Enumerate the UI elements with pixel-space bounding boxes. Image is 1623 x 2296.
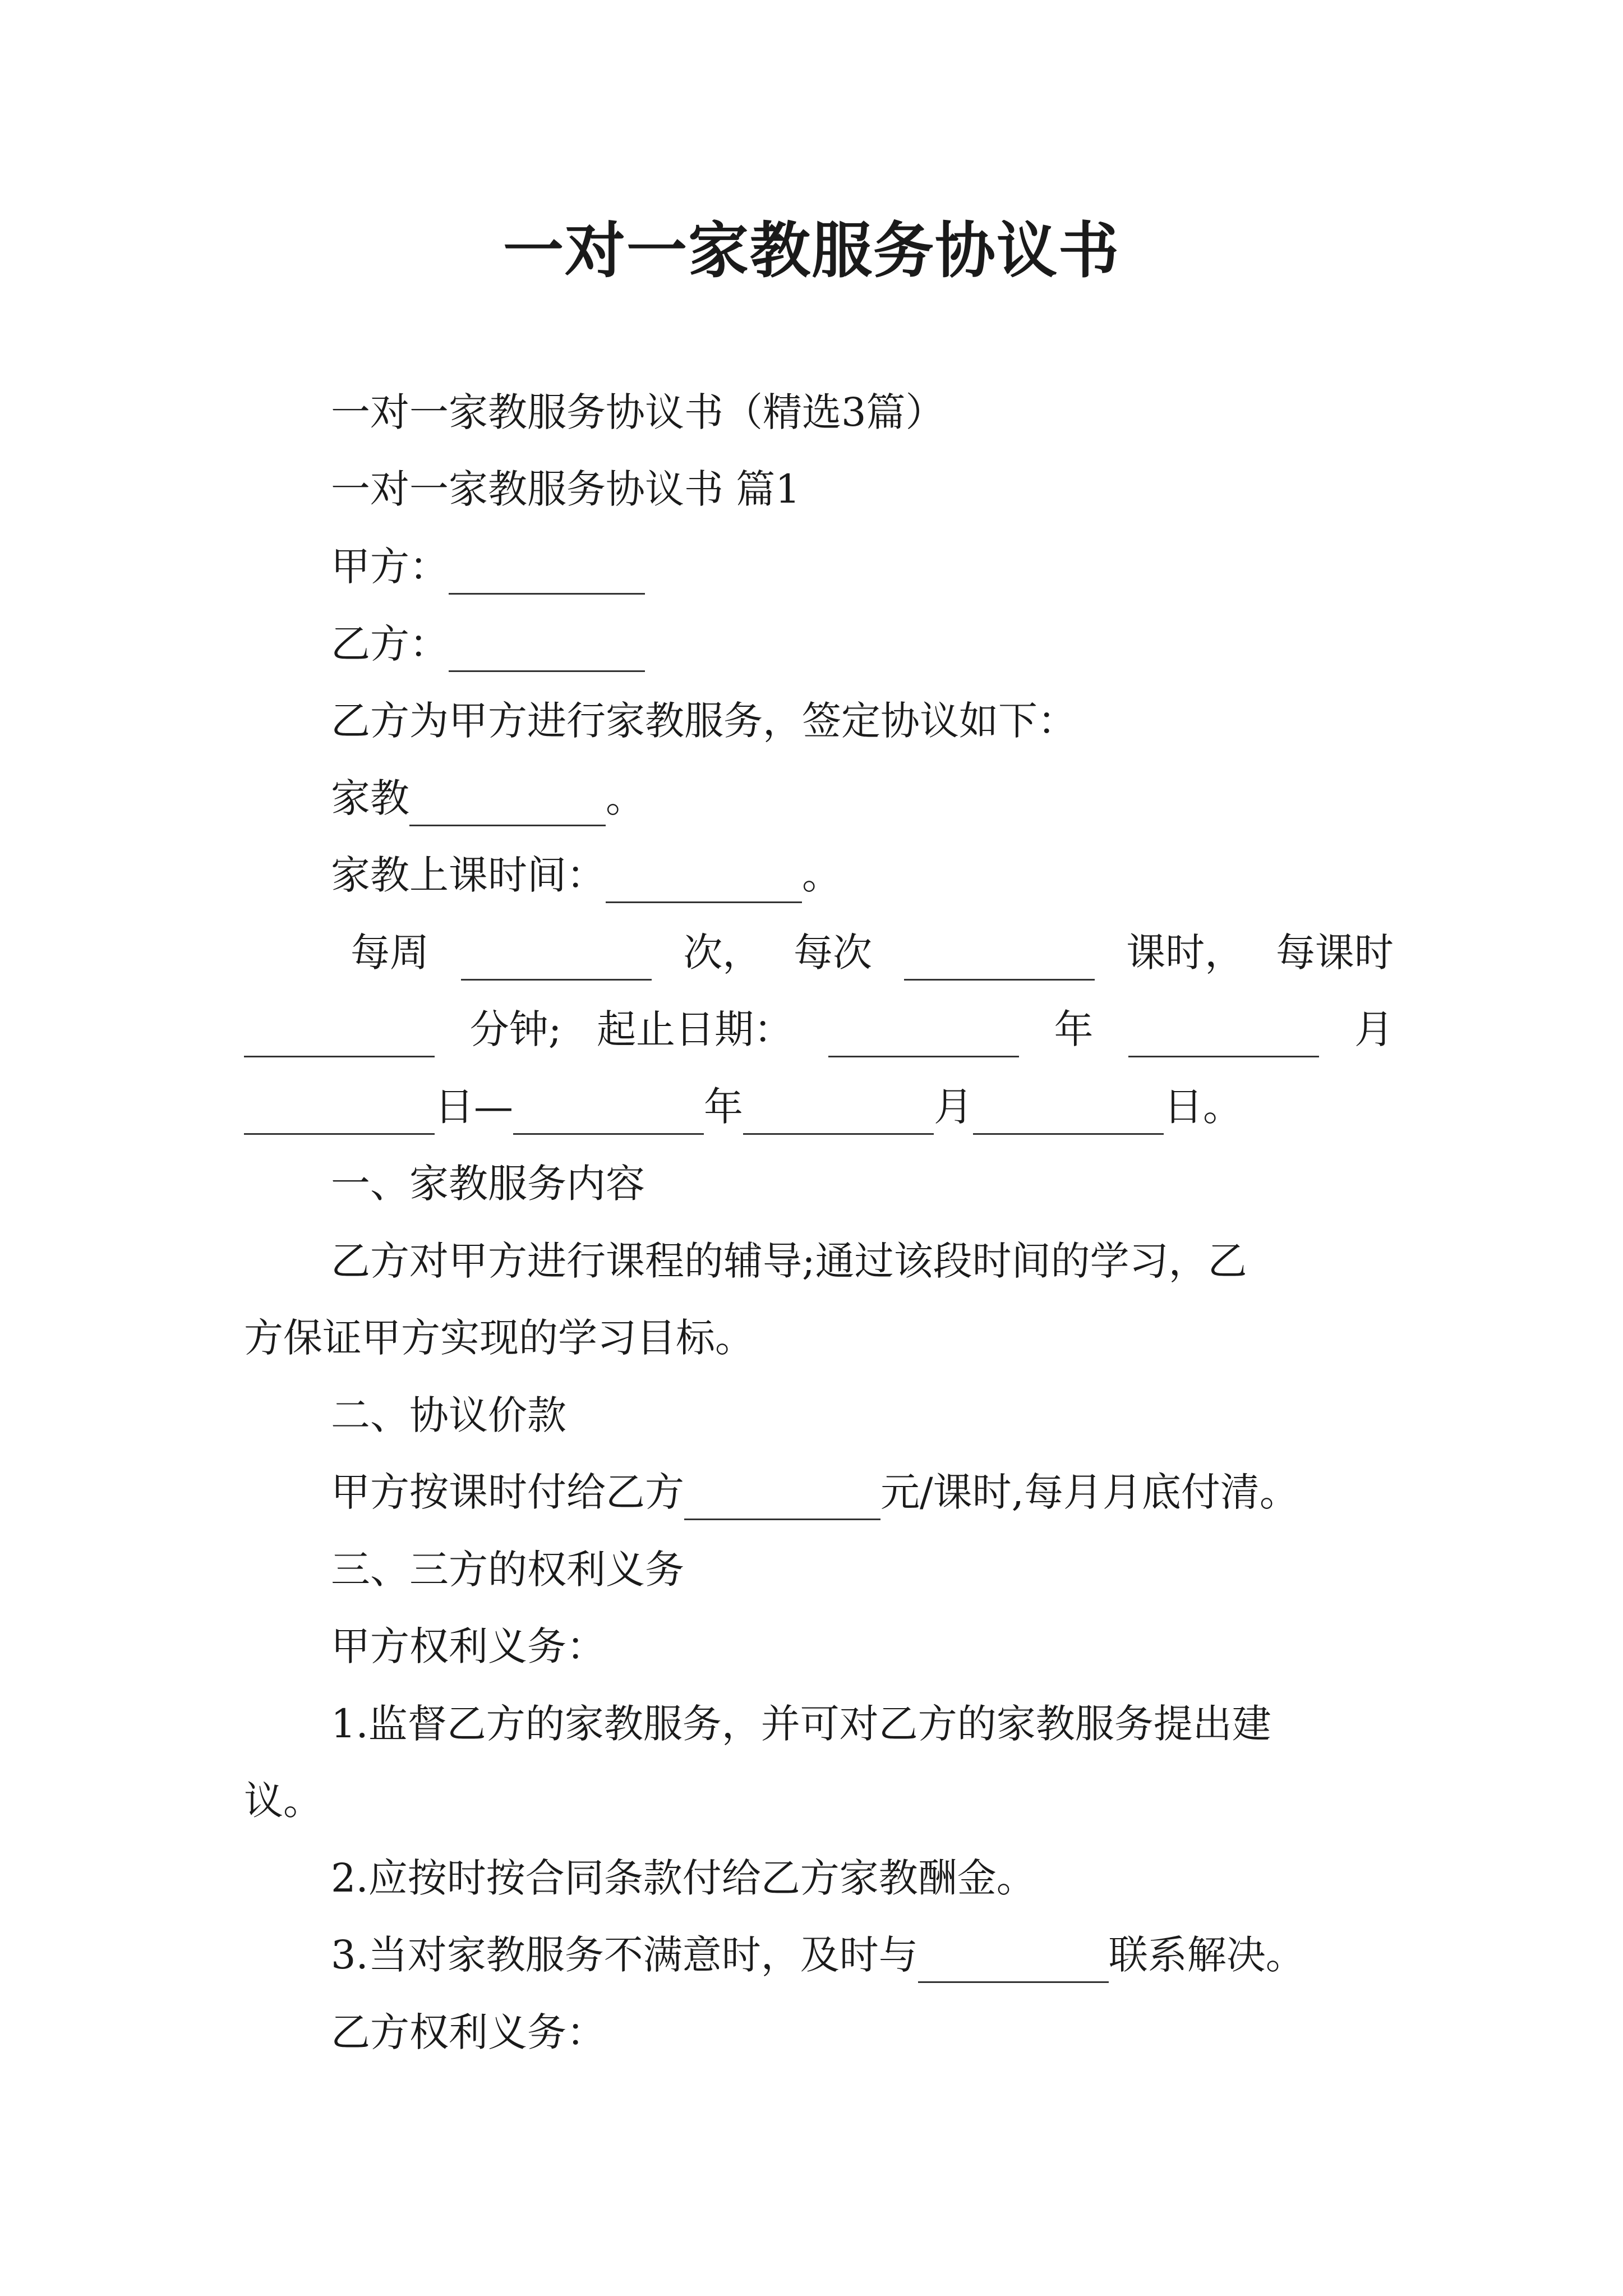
price-pre: 甲方按课时付给乙方	[331, 1469, 684, 1515]
schedule-line-1	[351, 924, 1394, 981]
sched3-blank-4	[973, 1088, 1164, 1135]
sched3-blank-3	[743, 1088, 934, 1135]
tutor-line	[331, 770, 645, 826]
section-heading: 一对一家教服务协议书 篇1	[331, 466, 800, 512]
party-a-rights-heading: 甲方权利义务：	[331, 1623, 606, 1669]
a-item-3-blank	[918, 1936, 1109, 1983]
sched2-a: 分钟;	[469, 1006, 562, 1052]
section-2-paragraph	[331, 1464, 1299, 1520]
sched3-a: 日—	[435, 1084, 513, 1130]
time-label: 家教上课时间：	[331, 852, 606, 898]
section-3-title: 三、三方的权利义务	[331, 1547, 684, 1593]
tutor-blank	[409, 780, 606, 826]
party-b-label: 乙方：	[331, 621, 449, 667]
section-1-title: 一、家教服务内容	[331, 1161, 645, 1207]
section-1-paragraph-line-2: 方保证甲方实现的学习目标。	[244, 1315, 754, 1361]
party-b-rights-heading: 乙方权利义务：	[331, 2009, 606, 2055]
party-a-line	[331, 539, 645, 595]
schedule-line-3	[244, 1079, 1242, 1135]
sched1-blank-1	[461, 934, 652, 981]
sched1-e: 每课时	[1275, 930, 1394, 976]
a-item-2: 2.应按时按合同条款付给乙方家教酬金。	[331, 1855, 1036, 1901]
sched2-c: 年	[1054, 1006, 1094, 1052]
price-post: 元/课时,每月月底付清。	[880, 1469, 1299, 1515]
a-item-3-pre: 3.当对家教服务不满意时，及时与	[331, 1932, 918, 1978]
sched1-d: 课时，	[1126, 930, 1244, 976]
party-a-label: 甲方：	[331, 544, 449, 590]
sched3-d: 日。	[1164, 1084, 1242, 1130]
party-b-blank	[449, 625, 645, 672]
a-item-3-post: 联系解决。	[1108, 1932, 1305, 1978]
sched2-blank-1	[244, 1011, 435, 1057]
section-1-paragraph-line-1: 乙方对甲方进行课程的辅导;通过该段时间的学习，乙	[331, 1238, 1247, 1284]
a-item-1-line-1: 1.监督乙方的家教服务，并可对乙方的家教服务提出建	[331, 1701, 1271, 1747]
sched1-b: 次，	[683, 930, 762, 976]
sched2-d: 月	[1354, 1006, 1394, 1052]
subtitle: 一对一家教服务协议书（精选3篇）	[331, 389, 945, 435]
sched2-b: 起止日期：	[597, 1006, 794, 1052]
intro-paragraph: 乙方为甲方进行家教服务，签定协议如下：	[331, 698, 1077, 744]
sched2-blank-3	[1128, 1011, 1319, 1057]
schedule-line-2	[244, 1001, 1394, 1057]
party-a-blank	[449, 548, 645, 595]
time-line	[331, 847, 841, 903]
time-blank	[606, 857, 802, 903]
a-item-3	[331, 1927, 1305, 1983]
sched1-a: 每周	[351, 930, 429, 976]
sched3-c: 月	[934, 1084, 973, 1130]
sched1-blank-2	[904, 934, 1095, 981]
a-item-1-line-2: 议。	[244, 1778, 322, 1824]
document-title: 一对一家教服务协议书	[502, 215, 1120, 286]
party-b-line	[331, 616, 645, 672]
sched3-b: 年	[704, 1084, 743, 1130]
section-2-title: 二、协议价款	[331, 1392, 566, 1438]
tutor-end: 。	[606, 775, 645, 821]
sched2-blank-2	[828, 1011, 1019, 1057]
sched1-c: 每次	[793, 930, 872, 976]
sched3-blank-2	[513, 1088, 704, 1135]
sched3-blank-1	[244, 1088, 435, 1135]
time-end: 。	[802, 852, 841, 898]
price-blank	[684, 1474, 880, 1520]
tutor-label: 家教	[331, 775, 409, 821]
